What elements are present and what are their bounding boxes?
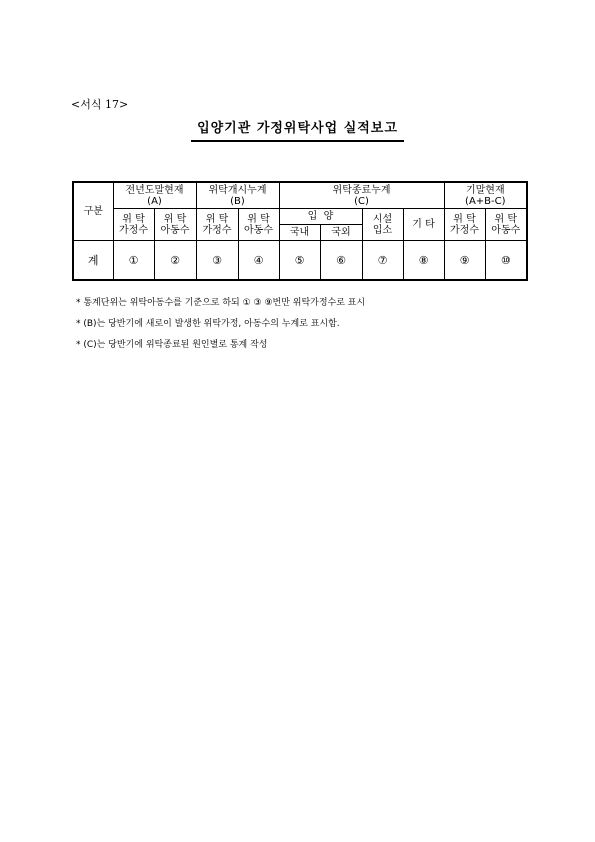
form-number: <서식 17>	[71, 98, 129, 111]
total-row	[73, 241, 527, 281]
group-d-name: 기말현재	[465, 184, 505, 196]
cell-b2-header	[238, 209, 279, 241]
total-cell-9[interactable]: ⑨	[444, 241, 485, 281]
cell-c-facility-top: 시설	[372, 213, 393, 225]
group-b-name: 위탁개시누계	[208, 184, 267, 196]
total-cell-8[interactable]: ⑧	[403, 241, 444, 281]
cell-d2-header	[485, 209, 527, 241]
header-row-sub-top	[73, 209, 527, 225]
group-d-code: (A+B-C)	[465, 195, 506, 207]
cell-d1-header	[444, 209, 485, 241]
cell-d2-bottom: 아동수	[491, 224, 521, 236]
cell-b1-top: 위 탁	[205, 213, 229, 225]
total-cell-2[interactable]: ②	[154, 241, 196, 281]
group-a-name: 전년도말현재	[125, 184, 184, 196]
cell-b2-bottom: 아동수	[244, 224, 273, 236]
total-cell-6[interactable]: ⑥	[320, 241, 362, 281]
cell-c-adoption-header: 입 양	[279, 209, 362, 225]
footnote-3: * (C)는 당반기에 위탁종료된 원인별로 통계 작성	[76, 340, 268, 350]
footnotes	[76, 295, 365, 358]
cell-a2-header	[154, 209, 196, 241]
group-header-d	[444, 182, 527, 209]
group-c-code: (C)	[354, 195, 369, 207]
cell-c-domestic-header: 국내	[279, 225, 320, 241]
total-cell-5[interactable]: ⑤	[279, 241, 320, 281]
footnote-1: * 통계단위는 위탁아동수를 기준으로 하되 ① ③ ⑨번만 위탁가정수로 표시	[76, 298, 366, 308]
cell-c-facility-bottom: 입소	[372, 224, 393, 236]
cell-c-overseas-header: 국외	[320, 225, 362, 241]
header-row-groups	[73, 182, 527, 209]
cell-c-other-header: 기 타	[403, 209, 444, 241]
cell-d2-top: 위 탁	[494, 213, 518, 225]
corner-label: 구분	[73, 182, 113, 241]
cell-b1-bottom: 가정수	[202, 224, 232, 236]
group-b-code: (B)	[230, 195, 245, 207]
cell-a2-bottom: 아동수	[160, 224, 190, 236]
cell-a1-header	[113, 209, 154, 241]
cell-b2-top: 위 탁	[247, 213, 270, 225]
cell-d1-top: 위 탁	[453, 213, 476, 225]
document-title: 입양기관 가정위탁사업 실적보고	[191, 117, 404, 142]
group-header-c	[279, 182, 444, 209]
total-cell-3[interactable]: ③	[196, 241, 238, 281]
group-c-name: 위탁종료누계	[332, 184, 391, 196]
group-header-b	[196, 182, 279, 209]
total-label: 계	[73, 241, 113, 281]
cell-d1-bottom: 가정수	[450, 224, 480, 236]
cell-a1-top: 위 탁	[122, 213, 145, 225]
group-a-code: (A)	[147, 195, 162, 207]
cell-c-facility-header	[362, 209, 403, 241]
cell-a2-top: 위 탁	[163, 213, 187, 225]
performance-report-table	[72, 181, 528, 281]
total-cell-10[interactable]: ⑩	[485, 241, 527, 281]
cell-b1-header	[196, 209, 238, 241]
total-cell-4[interactable]: ④	[238, 241, 279, 281]
footnote-2: * (B)는 당반기에 새로이 발생한 위탁가정, 아동수의 누계로 표시함.	[76, 319, 340, 329]
document-title-wrapper	[0, 117, 595, 142]
total-cell-7[interactable]: ⑦	[362, 241, 403, 281]
total-cell-1[interactable]: ①	[113, 241, 154, 281]
group-header-a	[113, 182, 196, 209]
cell-a1-bottom: 가정수	[119, 224, 148, 236]
